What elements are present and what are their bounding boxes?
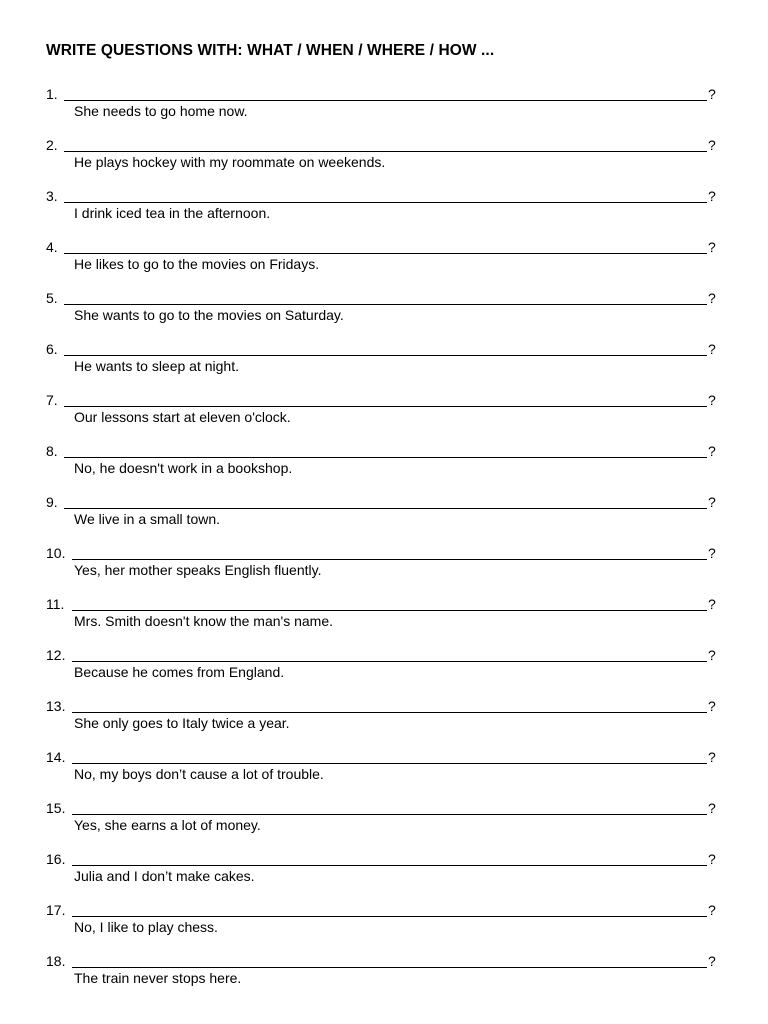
item-number: 4. [46, 239, 58, 255]
question-mark: ? [708, 443, 716, 459]
question-mark: ? [708, 188, 716, 204]
answer-text: I drink iced tea in the afternoon. [74, 205, 271, 221]
question-mark: ? [708, 800, 716, 816]
answer-text: He wants to sleep at night. [74, 358, 239, 374]
answer-text: He plays hockey with my roommate on weekends. [74, 154, 386, 170]
item-number: 11. [46, 596, 65, 612]
answer-text: No, I like to play chess. [74, 919, 218, 935]
answer-blank-line[interactable] [64, 253, 707, 254]
question-item [0, 953, 768, 993]
question-item [0, 341, 768, 381]
answer-blank-line[interactable] [72, 865, 707, 866]
question-item [0, 290, 768, 330]
answer-text: Yes, her mother speaks English fluently. [74, 562, 322, 578]
answer-text: She wants to go to the movies on Saturday. [74, 307, 344, 323]
answer-blank-line[interactable] [72, 559, 707, 560]
answer-text: We live in a small town. [74, 511, 221, 527]
answer-text: No, my boys don’t cause a lot of trouble. [74, 766, 324, 782]
question-mark: ? [708, 647, 716, 663]
question-mark: ? [708, 494, 716, 510]
answer-text: Because he comes from England. [74, 664, 285, 680]
answer-blank-line[interactable] [72, 814, 707, 815]
answer-blank-line[interactable] [64, 355, 707, 356]
question-item [0, 443, 768, 483]
question-mark: ? [708, 545, 716, 561]
answer-text: Our lessons start at eleven o'clock. [74, 409, 291, 425]
answer-text: She only goes to Italy twice a year. [74, 715, 290, 731]
question-item [0, 698, 768, 738]
question-item [0, 239, 768, 279]
item-number: 18. [46, 953, 66, 969]
item-number: 10. [46, 545, 66, 561]
answer-blank-line[interactable] [72, 610, 707, 611]
question-mark: ? [708, 902, 716, 918]
question-item [0, 596, 768, 636]
item-number: 14. [46, 749, 66, 765]
answer-text: No, he doesn't work in a bookshop. [74, 460, 293, 476]
item-number: 8. [46, 443, 58, 459]
question-mark: ? [708, 749, 716, 765]
question-mark: ? [708, 341, 716, 357]
answer-blank-line[interactable] [64, 304, 707, 305]
item-number: 12. [46, 647, 66, 663]
item-number: 17. [46, 902, 66, 918]
item-number: 2. [46, 137, 58, 153]
question-item [0, 902, 768, 942]
answer-blank-line[interactable] [64, 100, 707, 101]
answer-blank-line[interactable] [64, 202, 707, 203]
answer-blank-line[interactable] [64, 508, 707, 509]
answer-blank-line[interactable] [64, 457, 707, 458]
answer-text: Yes, she earns a lot of money. [74, 817, 261, 833]
question-mark: ? [708, 698, 716, 714]
question-mark: ? [708, 137, 716, 153]
answer-blank-line[interactable] [72, 763, 707, 764]
question-mark: ? [708, 290, 716, 306]
question-item [0, 137, 768, 177]
question-item [0, 392, 768, 432]
question-item [0, 647, 768, 687]
item-number: 15. [46, 800, 66, 816]
answer-text: Mrs. Smith doesn't know the man's name. [74, 613, 334, 629]
item-number: 5. [46, 290, 58, 306]
answer-blank-line[interactable] [64, 151, 707, 152]
question-item [0, 188, 768, 228]
answer-text: Julia and I don’t make cakes. [74, 868, 255, 884]
question-item [0, 851, 768, 891]
answer-text: She needs to go home now. [74, 103, 248, 119]
answer-blank-line[interactable] [72, 967, 707, 968]
answer-blank-line[interactable] [72, 661, 707, 662]
question-mark: ? [708, 392, 716, 408]
question-item [0, 86, 768, 126]
item-number: 6. [46, 341, 58, 357]
answer-blank-line[interactable] [64, 406, 707, 407]
worksheet-title: WRITE QUESTIONS WITH: WHAT / WHEN / WHERE / HOW ... [46, 42, 495, 59]
item-number: 16. [46, 851, 66, 867]
item-number: 7. [46, 392, 58, 408]
question-mark: ? [708, 596, 716, 612]
item-number: 1. [46, 86, 58, 102]
item-number: 13. [46, 698, 66, 714]
question-item [0, 494, 768, 534]
answer-blank-line[interactable] [72, 916, 707, 917]
item-number: 3. [46, 188, 58, 204]
question-item [0, 749, 768, 789]
answer-blank-line[interactable] [72, 712, 707, 713]
question-item [0, 545, 768, 585]
question-mark: ? [708, 851, 716, 867]
question-mark: ? [708, 239, 716, 255]
question-mark: ? [708, 953, 716, 969]
answer-text: He likes to go to the movies on Fridays. [74, 256, 320, 272]
item-number: 9. [46, 494, 58, 510]
answer-text: The train never stops here. [74, 970, 242, 986]
question-mark: ? [708, 86, 716, 102]
question-item [0, 800, 768, 840]
